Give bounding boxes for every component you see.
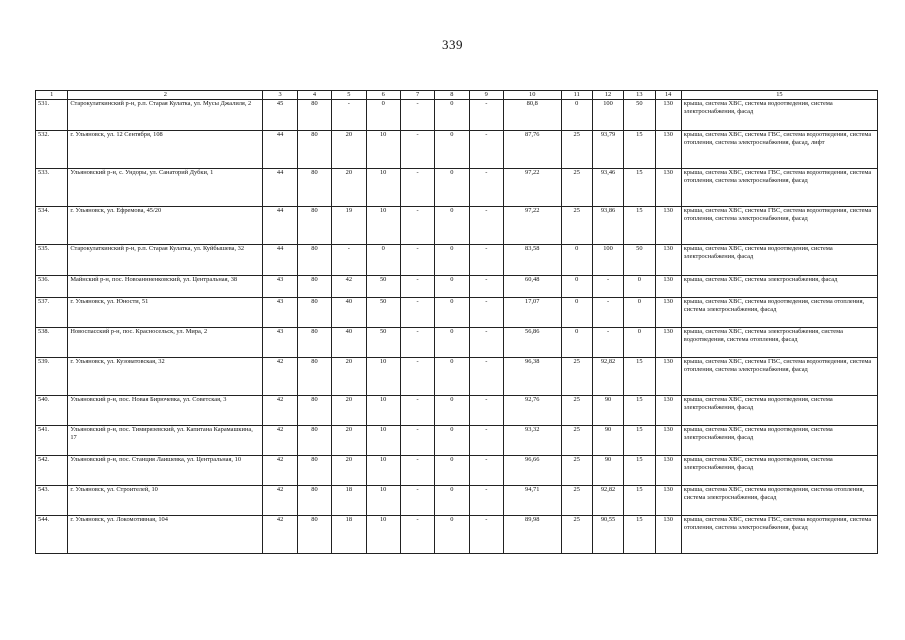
table-cell-col-11: 25 xyxy=(561,516,592,554)
table-row xyxy=(36,207,878,245)
table-cell-col-1: 539. xyxy=(36,358,68,396)
table-cell-col-4: 80 xyxy=(297,169,331,207)
table-cell-col-5: 20 xyxy=(332,169,366,207)
table-cell-col-15: крыша, система ХВС, система электроснабжения, система водоотведения, система отопления, фасад xyxy=(681,328,877,358)
table-cell-col-11: 25 xyxy=(561,169,592,207)
table-cell-col-3: 43 xyxy=(263,328,297,358)
table-cell-col-10: 56,86 xyxy=(503,328,561,358)
table-row xyxy=(36,100,878,131)
table-cell-col-7: - xyxy=(400,358,434,396)
table-cell-col-11: 25 xyxy=(561,426,592,456)
table-cell-col-15: крыша, система ХВС, система ГВС, система водоотведения, система отопления, система электроснабжения, фасад xyxy=(681,169,877,207)
table-cell-col-13: 50 xyxy=(624,245,655,276)
table-cell-col-5: 20 xyxy=(332,456,366,486)
table-cell-col-2: Старокулаткинский р-н, р.п. Старая Кулатка, ул. Куйбышева, 32 xyxy=(68,245,263,276)
table-cell-col-8: 0 xyxy=(435,169,469,207)
table-cell-col-11: 25 xyxy=(561,131,592,169)
table-cell-col-13: 15 xyxy=(624,486,655,516)
table-cell-col-6: 10 xyxy=(366,516,400,554)
table-cell-col-11: 0 xyxy=(561,100,592,131)
column-header-3: 3 xyxy=(263,91,297,100)
table-cell-col-14: 130 xyxy=(655,298,681,328)
table-cell-col-7: - xyxy=(400,131,434,169)
table-cell-col-12: 93,46 xyxy=(592,169,623,207)
table-cell-col-14: 130 xyxy=(655,358,681,396)
table-cell-col-12: 90 xyxy=(592,396,623,426)
table-cell-col-3: 42 xyxy=(263,516,297,554)
table-cell-col-15: крыша, система ХВС, система водоотведения, система электроснабжения, фасад xyxy=(681,426,877,456)
column-header-13: 13 xyxy=(624,91,655,100)
table-cell-col-5: - xyxy=(332,100,366,131)
table-cell-col-9: - xyxy=(469,276,503,298)
table-cell-col-1: 531. xyxy=(36,100,68,131)
table-cell-col-10: 97,22 xyxy=(503,207,561,245)
table-cell-col-5: 20 xyxy=(332,131,366,169)
table-cell-col-15: крыша, система ХВС, система ГВС, система водоотведения, система отопления, система электроснабжения, фасад xyxy=(681,358,877,396)
table-cell-col-5: 18 xyxy=(332,486,366,516)
table-cell-col-13: 0 xyxy=(624,276,655,298)
table-cell-col-8: 0 xyxy=(435,426,469,456)
table-cell-col-9: - xyxy=(469,298,503,328)
table-row xyxy=(36,169,878,207)
table-cell-col-11: 0 xyxy=(561,298,592,328)
table-cell-col-7: - xyxy=(400,245,434,276)
table-cell-col-14: 130 xyxy=(655,245,681,276)
table-body xyxy=(36,100,878,554)
table-cell-col-8: 0 xyxy=(435,328,469,358)
table-cell-col-15: крыша, система ХВС, система водоотведения, система электроснабжения, фасад xyxy=(681,100,877,131)
table-cell-col-7: - xyxy=(400,298,434,328)
table-cell-col-12: 90,55 xyxy=(592,516,623,554)
table-cell-col-9: - xyxy=(469,456,503,486)
table-cell-col-1: 538. xyxy=(36,328,68,358)
table-cell-col-10: 60,48 xyxy=(503,276,561,298)
table-cell-col-6: 0 xyxy=(366,245,400,276)
table-cell-col-11: 0 xyxy=(561,328,592,358)
table-cell-col-1: 535. xyxy=(36,245,68,276)
table-cell-col-10: 92,76 xyxy=(503,396,561,426)
table-cell-col-6: 10 xyxy=(366,169,400,207)
table-row xyxy=(36,245,878,276)
table-cell-col-1: 543. xyxy=(36,486,68,516)
table-cell-col-15: крыша, система ХВС, система водоотведения, система электроснабжения, фасад xyxy=(681,245,877,276)
table-cell-col-4: 80 xyxy=(297,328,331,358)
table-cell-col-11: 25 xyxy=(561,396,592,426)
table-cell-col-4: 80 xyxy=(297,396,331,426)
table-cell-col-1: 533. xyxy=(36,169,68,207)
table-cell-col-9: - xyxy=(469,207,503,245)
table-row xyxy=(36,358,878,396)
column-header-10: 10 xyxy=(503,91,561,100)
table-cell-col-3: 43 xyxy=(263,298,297,328)
table-cell-col-9: - xyxy=(469,328,503,358)
table-cell-col-15: крыша, система ХВС, система водоотведения, система отопления, система электроснабжения, фасад xyxy=(681,486,877,516)
table-cell-col-13: 15 xyxy=(624,516,655,554)
column-header-5: 5 xyxy=(332,91,366,100)
table-cell-col-12: - xyxy=(592,276,623,298)
table-cell-col-7: - xyxy=(400,207,434,245)
header-row xyxy=(36,91,878,100)
table-cell-col-12: 90 xyxy=(592,456,623,486)
table-cell-col-4: 80 xyxy=(297,426,331,456)
table-cell-col-2: г. Ульяновск, ул. Кузоватовская, 32 xyxy=(68,358,263,396)
table-cell-col-7: - xyxy=(400,328,434,358)
table-cell-col-10: 94,71 xyxy=(503,486,561,516)
table-cell-col-13: 15 xyxy=(624,396,655,426)
table-cell-col-13: 15 xyxy=(624,207,655,245)
table-cell-col-6: 10 xyxy=(366,207,400,245)
table-cell-col-5: - xyxy=(332,245,366,276)
column-header-1: 1 xyxy=(36,91,68,100)
table-cell-col-6: 10 xyxy=(366,456,400,486)
table-cell-col-9: - xyxy=(469,131,503,169)
table-row xyxy=(36,131,878,169)
table-cell-col-3: 42 xyxy=(263,456,297,486)
table-cell-col-14: 130 xyxy=(655,328,681,358)
table-cell-col-12: 92,82 xyxy=(592,358,623,396)
table-cell-col-9: - xyxy=(469,426,503,456)
table-cell-col-6: 0 xyxy=(366,100,400,131)
table-cell-col-9: - xyxy=(469,396,503,426)
table-cell-col-3: 45 xyxy=(263,100,297,131)
table-cell-col-6: 50 xyxy=(366,298,400,328)
table-cell-col-6: 10 xyxy=(366,396,400,426)
column-header-2: 2 xyxy=(68,91,263,100)
table-cell-col-1: 536. xyxy=(36,276,68,298)
table-cell-col-3: 44 xyxy=(263,131,297,169)
table-cell-col-3: 42 xyxy=(263,426,297,456)
table-cell-col-9: - xyxy=(469,245,503,276)
table-cell-col-6: 10 xyxy=(366,486,400,516)
column-header-4: 4 xyxy=(297,91,331,100)
table-cell-col-5: 20 xyxy=(332,358,366,396)
column-header-12: 12 xyxy=(592,91,623,100)
table-cell-col-6: 50 xyxy=(366,328,400,358)
table-cell-col-1: 541. xyxy=(36,426,68,456)
table-cell-col-10: 96,66 xyxy=(503,456,561,486)
table-cell-col-7: - xyxy=(400,396,434,426)
table-cell-col-5: 20 xyxy=(332,396,366,426)
table-cell-col-14: 130 xyxy=(655,516,681,554)
table-cell-col-11: 0 xyxy=(561,245,592,276)
table-cell-col-3: 44 xyxy=(263,207,297,245)
table-cell-col-7: - xyxy=(400,276,434,298)
table-cell-col-2: Старокулаткинский р-н, р.п. Старая Кулатка, ул. Мусы Джалиля, 2 xyxy=(68,100,263,131)
table-row xyxy=(36,486,878,516)
table-cell-col-14: 130 xyxy=(655,207,681,245)
table-cell-col-10: 87,76 xyxy=(503,131,561,169)
table-cell-col-2: г. Ульяновск, ул. Строителей, 10 xyxy=(68,486,263,516)
table-cell-col-2: Ульяновский р-н, с. Ундоры, ул. Санаторий Дубки, 1 xyxy=(68,169,263,207)
table-cell-col-15: крыша, система ХВС, система водоотведения, система электроснабжения, фасад xyxy=(681,456,877,486)
table-cell-col-5: 40 xyxy=(332,298,366,328)
table-cell-col-15: крыша, система ХВС, система ГВС, система водоотведения, система отопления, система электроснабжения, фасад xyxy=(681,207,877,245)
table-row xyxy=(36,396,878,426)
table-cell-col-12: - xyxy=(592,298,623,328)
table-cell-col-14: 130 xyxy=(655,396,681,426)
table-row xyxy=(36,456,878,486)
table-cell-col-14: 130 xyxy=(655,169,681,207)
table-cell-col-13: 0 xyxy=(624,328,655,358)
table-cell-col-12: 93,86 xyxy=(592,207,623,245)
table-cell-col-4: 80 xyxy=(297,276,331,298)
table-cell-col-2: г. Ульяновск, ул. Ефремова, 45/20 xyxy=(68,207,263,245)
table-cell-col-10: 97,22 xyxy=(503,169,561,207)
table-cell-col-5: 40 xyxy=(332,328,366,358)
table-cell-col-8: 0 xyxy=(435,516,469,554)
table-cell-col-7: - xyxy=(400,100,434,131)
table-cell-col-3: 44 xyxy=(263,245,297,276)
table-cell-col-9: - xyxy=(469,358,503,396)
column-header-14: 14 xyxy=(655,91,681,100)
table-cell-col-12: 90 xyxy=(592,426,623,456)
table-cell-col-10: 17,07 xyxy=(503,298,561,328)
table-cell-col-4: 80 xyxy=(297,100,331,131)
table-cell-col-4: 80 xyxy=(297,245,331,276)
table-cell-col-11: 25 xyxy=(561,207,592,245)
column-header-15: 15 xyxy=(681,91,877,100)
table-row xyxy=(36,328,878,358)
table-cell-col-2: Ульяновский р-н, пос. Новая Бирючевка, ул. Советская, 3 xyxy=(68,396,263,426)
table-cell-col-15: крыша, система ХВС, система ГВС, система водоотведения, система отопления, система электроснабжения, фасад xyxy=(681,516,877,554)
table-cell-col-13: 50 xyxy=(624,100,655,131)
table-cell-col-4: 80 xyxy=(297,516,331,554)
column-header-8: 8 xyxy=(435,91,469,100)
column-header-11: 11 xyxy=(561,91,592,100)
table-row xyxy=(36,276,878,298)
column-header-7: 7 xyxy=(400,91,434,100)
table-cell-col-7: - xyxy=(400,516,434,554)
table-cell-col-13: 0 xyxy=(624,298,655,328)
table-cell-col-9: - xyxy=(469,169,503,207)
table-cell-col-11: 25 xyxy=(561,486,592,516)
table-cell-col-1: 542. xyxy=(36,456,68,486)
table-cell-col-5: 19 xyxy=(332,207,366,245)
table-cell-col-5: 20 xyxy=(332,426,366,456)
table-cell-col-8: 0 xyxy=(435,456,469,486)
table-cell-col-2: г. Ульяновск, ул. Локомотивная, 104 xyxy=(68,516,263,554)
table-cell-col-14: 130 xyxy=(655,100,681,131)
table-cell-col-3: 42 xyxy=(263,396,297,426)
table-cell-col-7: - xyxy=(400,486,434,516)
table-cell-col-14: 130 xyxy=(655,276,681,298)
table-cell-col-2: Ульяновский р-н, пос. Тимирязевский, ул. Капитана Карамашкина, 17 xyxy=(68,426,263,456)
table-cell-col-3: 44 xyxy=(263,169,297,207)
table-cell-col-8: 0 xyxy=(435,276,469,298)
table-cell-col-9: - xyxy=(469,100,503,131)
table-cell-col-13: 15 xyxy=(624,358,655,396)
table-cell-col-6: 50 xyxy=(366,276,400,298)
table-row xyxy=(36,426,878,456)
table-cell-col-10: 89,98 xyxy=(503,516,561,554)
table-cell-col-2: г. Ульяновск, ул. Юности, 51 xyxy=(68,298,263,328)
table-cell-col-15: крыша, система ХВС, система водоотведения, система отопления, система электроснабжения, фасад xyxy=(681,298,877,328)
table-cell-col-15: крыша, система ХВС, система ГВС, система водоотведения, система отопления, система электроснабжения, фасад, лифт xyxy=(681,131,877,169)
table-row xyxy=(36,516,878,554)
table-cell-col-4: 80 xyxy=(297,207,331,245)
table-cell-col-8: 0 xyxy=(435,207,469,245)
table-cell-col-2: Новоспасский р-н, пос. Красносельск, ул. Мира, 2 xyxy=(68,328,263,358)
table-cell-col-12: 100 xyxy=(592,100,623,131)
registry-table xyxy=(35,90,878,554)
column-header-9: 9 xyxy=(469,91,503,100)
table-cell-col-14: 130 xyxy=(655,131,681,169)
table-cell-col-15: крыша, система ХВС, система водоотведения, система электроснабжения, фасад xyxy=(681,396,877,426)
table-cell-col-10: 93,32 xyxy=(503,426,561,456)
table-cell-col-11: 0 xyxy=(561,276,592,298)
table-cell-col-4: 80 xyxy=(297,298,331,328)
table-cell-col-2: г. Ульяновск, ул. 12 Сентября, 108 xyxy=(68,131,263,169)
table-cell-col-14: 130 xyxy=(655,426,681,456)
table-cell-col-6: 10 xyxy=(366,426,400,456)
table-cell-col-8: 0 xyxy=(435,100,469,131)
table-cell-col-12: 92,82 xyxy=(592,486,623,516)
table-cell-col-12: 93,79 xyxy=(592,131,623,169)
table-cell-col-3: 42 xyxy=(263,486,297,516)
column-header-6: 6 xyxy=(366,91,400,100)
table-cell-col-4: 80 xyxy=(297,358,331,396)
table-cell-col-10: 83,58 xyxy=(503,245,561,276)
table-cell-col-6: 10 xyxy=(366,131,400,169)
table-cell-col-13: 15 xyxy=(624,456,655,486)
table-cell-col-15: крыша, система ХВС, система электроснабжения, фасад xyxy=(681,276,877,298)
table-header xyxy=(36,91,878,100)
table-cell-col-8: 0 xyxy=(435,396,469,426)
table-cell-col-1: 537. xyxy=(36,298,68,328)
table-cell-col-4: 80 xyxy=(297,131,331,169)
table-cell-col-11: 25 xyxy=(561,358,592,396)
table-cell-col-14: 130 xyxy=(655,486,681,516)
table-cell-col-13: 15 xyxy=(624,426,655,456)
table-cell-col-9: - xyxy=(469,516,503,554)
table-cell-col-8: 0 xyxy=(435,486,469,516)
table-cell-col-3: 43 xyxy=(263,276,297,298)
table-cell-col-5: 18 xyxy=(332,516,366,554)
table-cell-col-7: - xyxy=(400,426,434,456)
table-cell-col-1: 540. xyxy=(36,396,68,426)
table-cell-col-8: 0 xyxy=(435,131,469,169)
table-cell-col-7: - xyxy=(400,456,434,486)
table-row xyxy=(36,298,878,328)
table-cell-col-13: 15 xyxy=(624,131,655,169)
table-cell-col-12: 100 xyxy=(592,245,623,276)
table-cell-col-3: 42 xyxy=(263,358,297,396)
table-cell-col-4: 80 xyxy=(297,456,331,486)
table-cell-col-8: 0 xyxy=(435,298,469,328)
table-cell-col-10: 96,38 xyxy=(503,358,561,396)
page-number: 339 xyxy=(442,37,463,52)
table-cell-col-1: 534. xyxy=(36,207,68,245)
table-cell-col-11: 25 xyxy=(561,456,592,486)
table-cell-col-14: 130 xyxy=(655,456,681,486)
table-cell-col-7: - xyxy=(400,169,434,207)
table-cell-col-5: 42 xyxy=(332,276,366,298)
table-cell-col-2: Ульяновский р-н, пос. Станция Лаишевка, ул. Центральная, 10 xyxy=(68,456,263,486)
table-cell-col-4: 80 xyxy=(297,486,331,516)
table-cell-col-12: - xyxy=(592,328,623,358)
table-cell-col-8: 0 xyxy=(435,245,469,276)
table-cell-col-1: 532. xyxy=(36,131,68,169)
table-cell-col-10: 80,8 xyxy=(503,100,561,131)
table-cell-col-13: 15 xyxy=(624,169,655,207)
table-cell-col-9: - xyxy=(469,486,503,516)
table-cell-col-2: Майнский р-н, пос. Новоаннненковский, ул. Центральная, 38 xyxy=(68,276,263,298)
table-cell-col-8: 0 xyxy=(435,358,469,396)
table-cell-col-6: 10 xyxy=(366,358,400,396)
table-cell-col-1: 544. xyxy=(36,516,68,554)
